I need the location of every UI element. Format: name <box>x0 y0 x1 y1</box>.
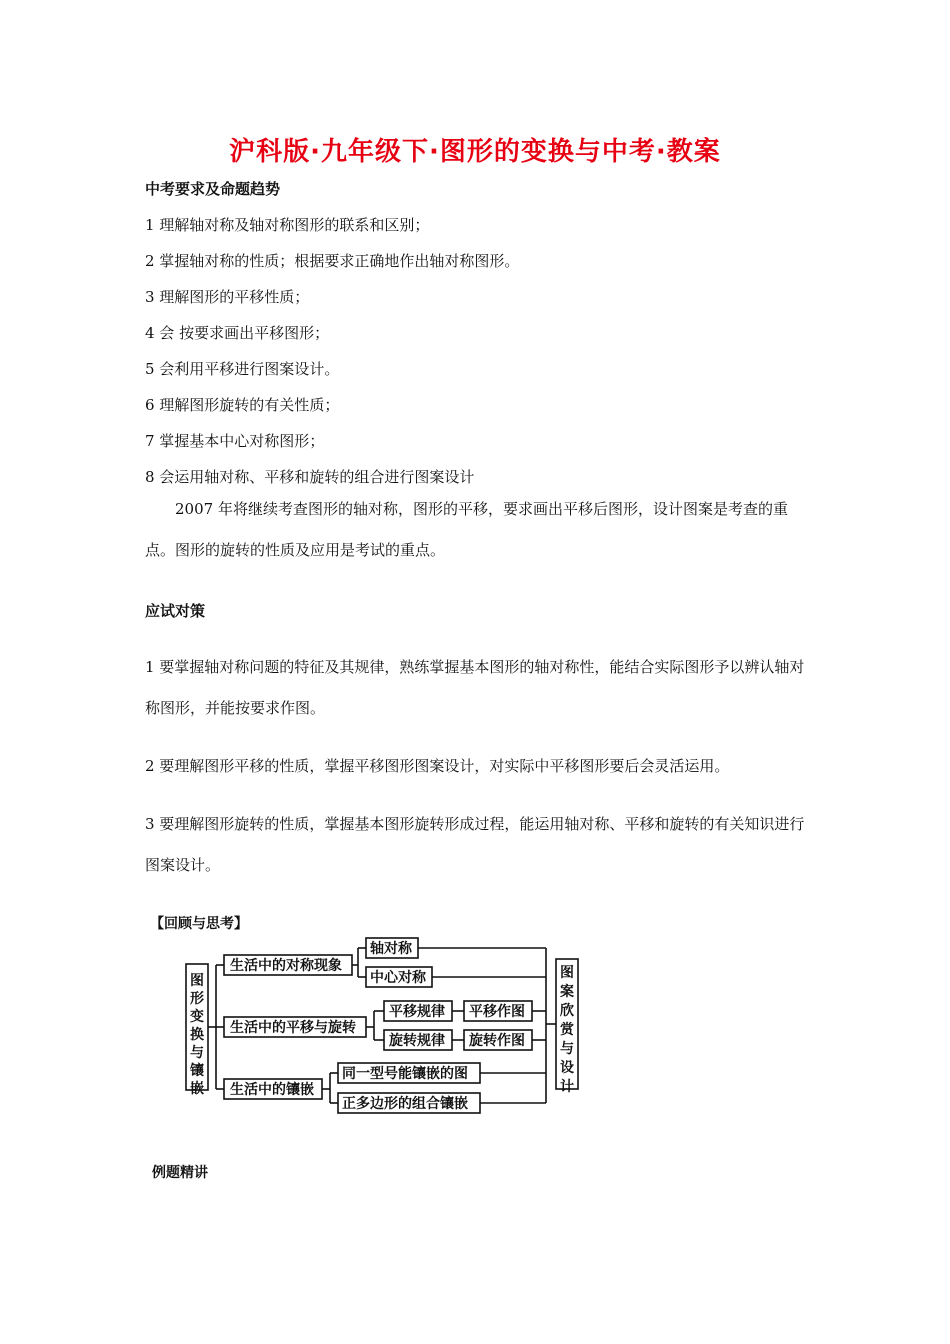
diagram-end-char: 赏 <box>560 1022 574 1038</box>
diagram-end-char: 与 <box>560 1041 574 1057</box>
diagram-end-char: 欣 <box>560 1003 574 1019</box>
diagram-regular-polygon-tessellation: 正多边形的组合镶嵌 <box>342 1096 468 1112</box>
diagram-axis-symmetry: 轴对称 <box>370 941 412 957</box>
diagram-root-char: 变 <box>190 1009 204 1025</box>
diagram-end-char: 图 <box>560 965 574 981</box>
review-heading: 【回顾与思考】 <box>150 916 248 932</box>
section-heading-requirements: 中考要求及命题趋势 <box>145 180 281 198</box>
diagram-rotation-drawing: 旋转作图 <box>469 1033 525 1049</box>
requirement-item: 6 理解图形旋转的有关性质； <box>145 396 340 414</box>
diagram-branch-symmetry: 生活中的对称现象 <box>230 958 342 974</box>
diagram-same-type-tessellation: 同一型号能镶嵌的图 <box>342 1066 468 1082</box>
diagram-root-label <box>190 972 205 1097</box>
requirement-item: 7 掌握基本中心对称图形； <box>145 432 325 450</box>
requirement-item: 8 会运用轴对称、平移和旋转的组合进行图案设计 <box>145 468 475 486</box>
diagram-root-char: 嵌 <box>190 1081 204 1097</box>
diagram-root-char: 图 <box>190 973 204 989</box>
requirement-item: 1 理解轴对称及轴对称图形的联系和区别； <box>145 216 430 234</box>
section-heading-strategy: 应试对策 <box>145 602 206 620</box>
diagram-end-label <box>560 964 575 1095</box>
strategy-item: 2 要理解图形平移的性质，掌握平移图形图案设计，对实际中平移图形要后会灵活运用。 <box>145 757 730 775</box>
diagram-end-char: 案 <box>560 984 574 1000</box>
strategy-item: 3 要理解图形旋转的性质，掌握基本图形旋转形成过程，能运用轴对称、平移和旋转的有关知识进行图案设计。 <box>145 815 805 874</box>
diagram-rotation-rule: 旋转规律 <box>389 1033 445 1049</box>
diagram-translation-rule: 平移规律 <box>389 1004 445 1020</box>
diagram-translation-drawing: 平移作图 <box>469 1004 525 1020</box>
diagram-root-char: 与 <box>190 1045 204 1061</box>
strategy-item: 1 要掌握轴对称问题的特征及其规律，熟练掌握基本图形的轴对称性，能结合实际图形予以辨认轴对称图形，并能按要求作图。 <box>145 658 805 717</box>
diagram-root-char: 镶 <box>190 1063 204 1079</box>
requirement-item: 4 会 按要求画出平移图形； <box>145 324 330 342</box>
diagram-end-char: 设 <box>560 1060 574 1076</box>
requirement-item: 3 理解图形的平移性质； <box>145 288 310 306</box>
diagram-root-char: 换 <box>190 1027 204 1043</box>
diagram-branch-tessellation: 生活中的镶嵌 <box>230 1082 314 1098</box>
diagram-branch-translation-rotation: 生活中的平移与旋转 <box>230 1020 356 1036</box>
trend-paragraph: 2007 年将继续考查图形的轴对称，图形的平移，要求画出平移后图形，设计图案是考查的重点。图形的旋转的性质及应用是考试的重点。 <box>145 500 788 559</box>
diagram-end-char: 计 <box>560 1079 574 1095</box>
examples-heading: 例题精讲 <box>152 1165 208 1181</box>
diagram-root-char: 形 <box>190 991 204 1007</box>
diagram-central-symmetry: 中心对称 <box>370 970 426 986</box>
page-title: 沪科版·九年级下·图形的变换与中考·教案 <box>229 137 721 167</box>
requirement-item: 2 掌握轴对称的性质；根据要求正确地作出轴对称图形。 <box>145 252 520 270</box>
requirement-item: 5 会利用平移进行图案设计。 <box>145 360 340 378</box>
